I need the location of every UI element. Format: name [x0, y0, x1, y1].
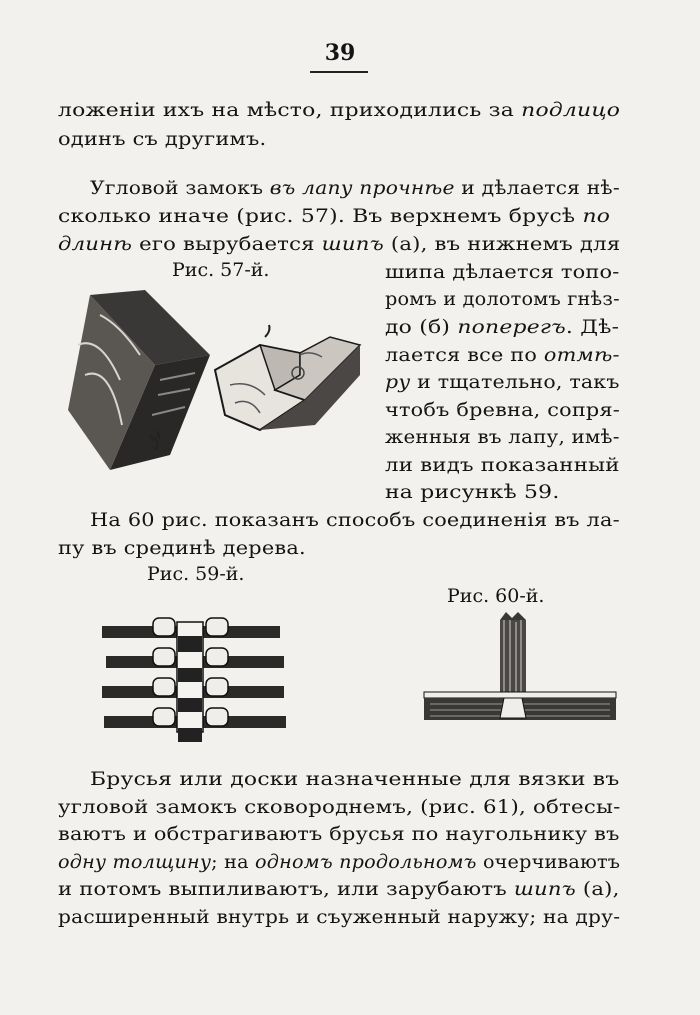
text-run: женныя въ лапу, имѣ-: [385, 426, 620, 448]
italic-term: длинѣ: [58, 233, 133, 255]
text-line: [58, 877, 620, 901]
italic-term: подлицо: [521, 99, 621, 121]
text-line: [385, 260, 620, 284]
text-line: [58, 127, 266, 151]
text-line: [385, 480, 559, 504]
italic-term: поперегъ: [457, 316, 566, 338]
text-line: [385, 315, 619, 339]
figure-59-illustration: [98, 612, 298, 752]
text-line: [385, 343, 620, 367]
figure-57-illustration: [60, 285, 380, 485]
text-line: [58, 204, 610, 228]
text-run: лается все по: [385, 344, 544, 366]
text-line: [58, 795, 621, 819]
figure-60-caption: Рис. 60-й.: [447, 585, 545, 607]
italic-term: одномъ продольномъ: [255, 851, 477, 873]
figure-57-caption: Рис. 57-й.: [172, 259, 270, 281]
figure-59-caption: Рис. 59-й.: [147, 563, 245, 585]
text-run: (а),: [575, 878, 620, 900]
text-run: Угловой замокъ: [90, 177, 270, 199]
text-run: пу въ срединѣ дерева.: [58, 537, 306, 559]
text-run: и потомъ выпиливаютъ, или зарубаютъ: [58, 878, 514, 900]
text-line: [90, 176, 620, 200]
italic-term: по: [582, 205, 611, 227]
text-run: ромъ и долотомъ гнѣз-: [385, 288, 620, 310]
text-run: расширенный внутрь и съуженный наружу; на дру-: [58, 906, 621, 928]
upper-beam-drawing: [68, 290, 210, 470]
text-run: . Дѣ-: [565, 316, 620, 338]
text-line: [58, 905, 620, 929]
text-run: одинъ съ другимъ.: [58, 128, 267, 150]
text-run: ли видъ показанный: [385, 454, 620, 476]
italic-term: шипъ: [513, 878, 576, 900]
text-line: [385, 370, 620, 394]
text-line: [90, 508, 620, 532]
text-run: сколько иначе (рис. 57). Въ верхнемъ брусѣ: [58, 205, 583, 227]
figure-60-illustration: [420, 612, 620, 727]
italic-term: шипъ: [321, 233, 384, 255]
text-line: [90, 767, 619, 791]
text-run: и тщательно, такъ: [410, 371, 620, 393]
text-run: ; на: [211, 851, 256, 873]
log-stack-drawing: [102, 618, 286, 742]
text-run: очерчиваютъ: [476, 851, 621, 873]
italic-term: въ лапу прочнѣе: [269, 177, 455, 199]
italic-term: одну толщину: [58, 851, 212, 873]
text-line: [58, 850, 620, 874]
text-run: шипа дѣлается топо-: [385, 261, 620, 283]
text-line: [58, 822, 620, 846]
text-line: [385, 425, 620, 449]
text-line: [385, 453, 620, 477]
text-run: до (б): [385, 316, 458, 338]
text-line: [385, 287, 620, 311]
text-run: чтобъ бревна, сопря-: [385, 399, 621, 421]
page-number: 39: [324, 40, 356, 66]
text-run: на рисункѣ 59.: [385, 481, 560, 503]
lower-beam-drawing: [215, 325, 360, 430]
text-line: [385, 398, 620, 422]
post-and-beam-drawing: [424, 612, 616, 720]
page-number-rule: [310, 71, 368, 73]
text-run: На 60 рис. показанъ способъ соединенія въ ла-: [90, 509, 620, 531]
text-line: [58, 536, 306, 560]
text-run: Брусья или доски назначенные для вязки въ: [90, 768, 620, 790]
italic-term: отмѣ-: [543, 344, 620, 366]
italic-term: ру: [385, 371, 411, 393]
text-run: его вырубается: [132, 233, 322, 255]
text-line: [58, 98, 620, 122]
text-run: ложеніи ихъ на мѣсто, приходились за: [58, 99, 522, 121]
text-run: (а), въ нижнемъ для: [383, 233, 621, 255]
text-line: [58, 232, 620, 256]
text-run: угловой замокъ сковороднемъ, (рис. 61), обтесы-: [58, 796, 621, 818]
text-run: ваютъ и обстрагиваютъ брусья по наугольнику въ: [58, 823, 620, 845]
text-run: и дѣлается нѣ-: [454, 177, 620, 199]
